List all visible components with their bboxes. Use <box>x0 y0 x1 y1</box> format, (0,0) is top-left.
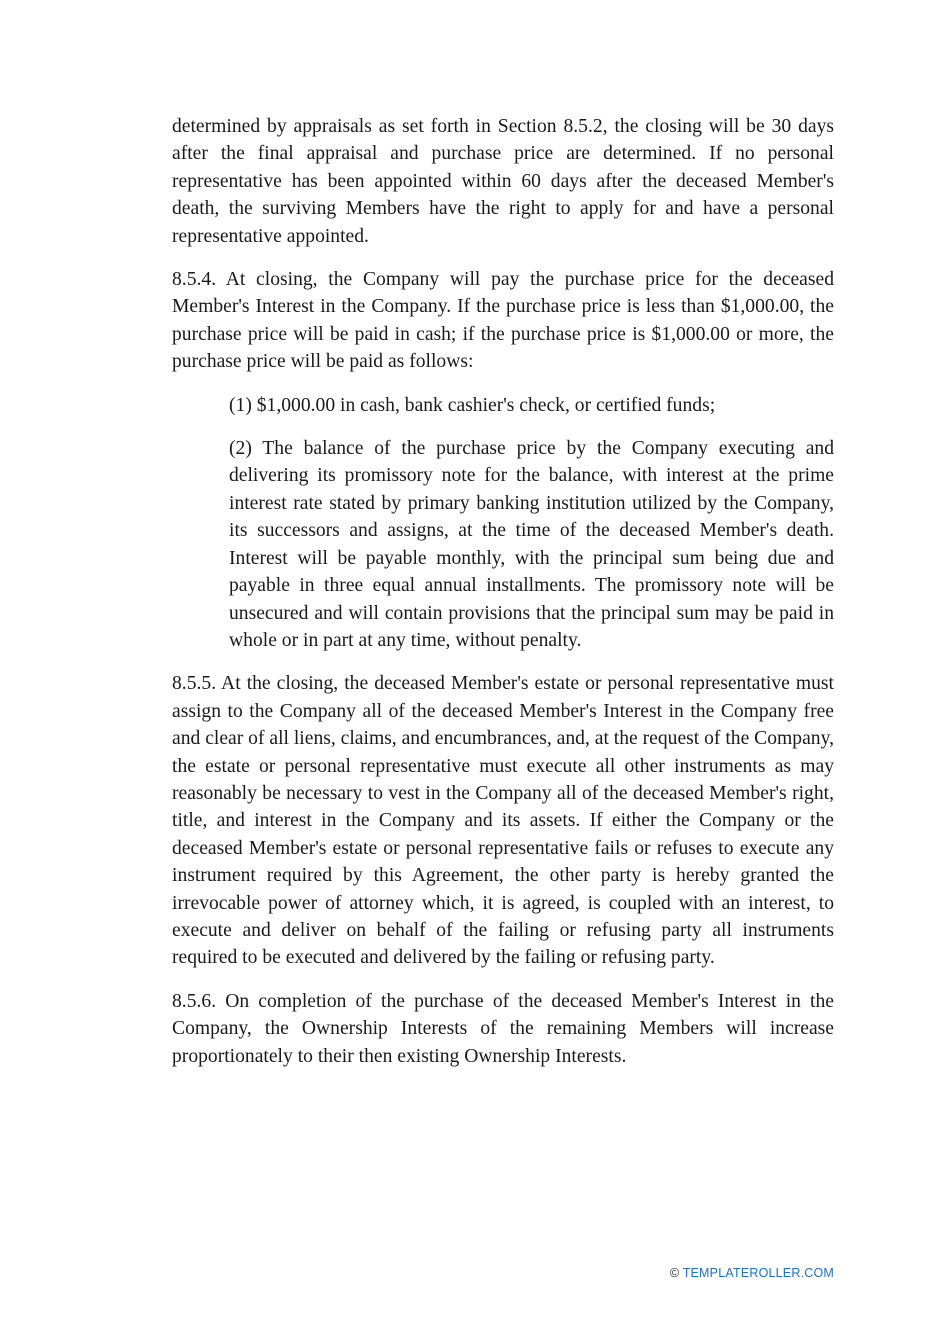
paragraph-8-5-4: 8.5.4. At closing, the Company will pay the purchase price for the deceased Member's Interest in the Company. If the purchase price is less than $1,000.00, the purchase price will be paid in cash; if the purchase price is $1,000.00 or more, the purchase price will be paid as follows: <box>172 269 834 373</box>
paragraph-closing-timing: determined by appraisals as set forth in Section 8.5.2, the closing will be 30 days after the final appraisal and purchase price are determined. If no personal representative has been appointed within 60 days after the deceased Member's death, the surviving Members have the right to apply for and have a personal representative appointed. <box>172 116 834 247</box>
paragraph-8-5-5: 8.5.5. At the closing, the deceased Member's estate or personal representative must assign to the Company all of the deceased Member's Interest in the Company free and clear of all liens, claims, and encumbrances, and, at the request of the Company, the estate or personal representative must execute all other instruments as may reasonably be necessary to vest in the Company all of the deceased Member's right, title, and interest in the Company and its assets. If either the Company or the deceased Member's estate or personal representative fails or refuses to execute any instrument required by this Agreement, the other party is hereby granted the irrevocable power of attorney which, it is agreed, is coupled with an interest, to execute and deliver on behalf of the failing or refusing party all instruments required to be executed and delivered by the failing or refusing party. <box>172 673 834 969</box>
copyright-symbol: © <box>669 1266 680 1280</box>
list-item-promissory-note: (2) The balance of the purchase price by the Company executing and delivering its promissory note for the balance, with interest at the prime interest rate stated by primary banking institution utilized by the Company, its successors and assigns, at the time of the deceased Member's death. Interest will be payable monthly, with the principal sum being due and payable in three equal annual installments. The promissory note will be unsecured and will contain provisions that the principal sum may be paid in whole or in part at any time, without penalty. <box>229 438 834 651</box>
document-body <box>172 113 834 1086</box>
footer-credit <box>670 1266 834 1280</box>
footer-site-link[interactable]: TEMPLATEROLLER.COM <box>682 1266 834 1280</box>
paragraph-8-5-6: 8.5.6. On completion of the purchase of the deceased Member's Interest in the Company, the Ownership Interests of the remaining Members will increase proportionately to their then existing Ownership Interests. <box>172 990 834 1067</box>
list-item-cash-payment: (1) $1,000.00 in cash, bank cashier's check, or certified funds; <box>229 394 716 416</box>
